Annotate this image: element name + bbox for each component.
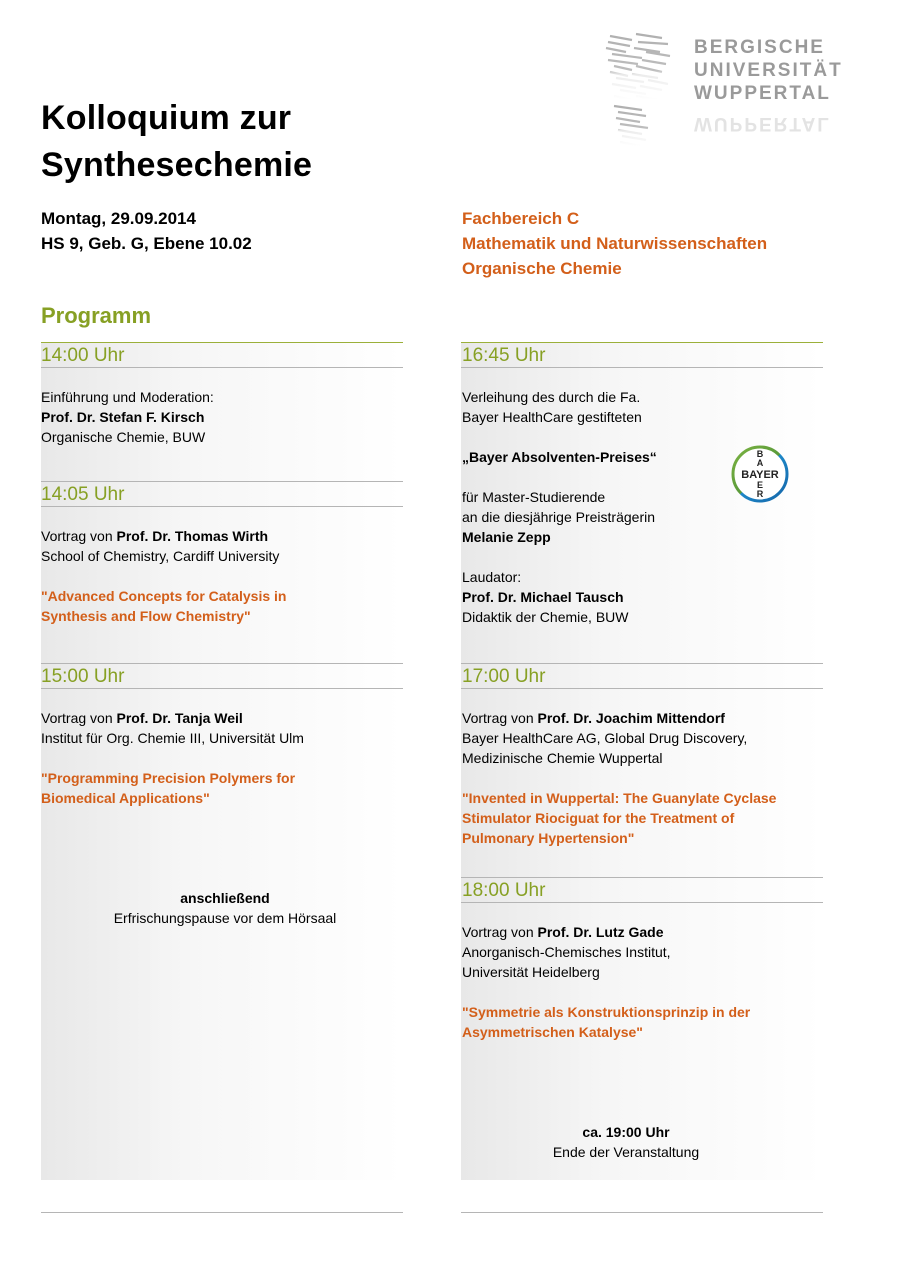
end-description: Ende der Veranstaltung <box>552 1144 700 1160</box>
speaker-line <box>41 526 401 546</box>
speaker-line <box>462 708 822 728</box>
logo-line-3: WUPPERTAL <box>694 83 831 104</box>
speaker-line <box>462 922 822 942</box>
speaker-name: Prof. Dr. Joachim Mittendorf <box>537 710 725 726</box>
award-text: Verleihung des durch die Fa. <box>462 389 641 405</box>
speaker-prefix: Vortrag von <box>41 528 117 544</box>
department-line-1: Fachbereich C <box>462 209 580 228</box>
logo-line-1: BERGISCHE <box>694 37 825 58</box>
divider <box>461 663 823 664</box>
lion-emblem-icon <box>602 30 674 155</box>
session-gade <box>462 922 822 1042</box>
bottom-divider <box>41 1212 403 1213</box>
time-slot-1800: 18:00 Uhr <box>462 880 546 901</box>
department-line-2: Mathematik und Naturwissenschaften <box>462 234 768 253</box>
session-intro <box>41 387 401 447</box>
laudator-label: Laudator: <box>462 569 522 585</box>
time-slot-1500: 15:00 Uhr <box>41 666 125 687</box>
break-label: anschließend <box>180 890 270 906</box>
award-text: Bayer HealthCare gestifteten <box>462 409 642 425</box>
award-text: für Master-Studierende <box>462 489 606 505</box>
laudator-name: Prof. Dr. Michael Tausch <box>462 589 624 605</box>
speaker-affiliation: Bayer HealthCare AG, Global Drug Discovery, <box>462 730 748 746</box>
bayer-logo <box>731 445 789 503</box>
talk-title: "Advanced Concepts for Catalysis in <box>41 588 287 604</box>
break-description: Erfrischungspause vor dem Hörsaal <box>113 910 337 926</box>
divider <box>461 342 823 343</box>
time-slot-1400: 14:00 Uhr <box>41 345 125 366</box>
session-wirth <box>41 526 401 626</box>
speaker-affiliation: Universität Heidelberg <box>462 964 600 980</box>
talk-title: Synthesis and Flow Chemistry" <box>41 608 251 624</box>
talk-title: Biomedical Applications" <box>41 790 210 806</box>
event-location: HS 9, Geb. G, Ebene 10.02 <box>41 234 252 253</box>
divider <box>41 688 403 689</box>
moderator-name: Prof. Dr. Stefan F. Kirsch <box>41 409 205 425</box>
end-note <box>426 1122 826 1162</box>
session-award <box>462 387 822 627</box>
speaker-affiliation: Anorganisch-Chemisches Institut, <box>462 944 671 960</box>
bayer-horizontal: BAYER <box>741 469 779 481</box>
moderator-affiliation: Organische Chemie, BUW <box>41 429 206 445</box>
talk-title: Stimulator Riociguat for the Treatment of <box>462 810 735 826</box>
page-title <box>41 95 312 189</box>
speaker-affiliation: Medizinische Chemie Wuppertal <box>462 750 663 766</box>
time-slot-1700: 17:00 Uhr <box>462 666 546 687</box>
speaker-prefix: Vortrag von <box>462 710 538 726</box>
end-time: ca. 19:00 Uhr <box>582 1124 670 1140</box>
svg-text:B: B <box>756 449 764 459</box>
program-heading: Programm <box>41 303 152 328</box>
title-line-2: Synthesechemie <box>41 146 313 184</box>
speaker-prefix: Vortrag von <box>41 710 117 726</box>
talk-title: "Programming Precision Polymers for <box>41 770 296 786</box>
svg-text:E: E <box>756 480 764 490</box>
speaker-line <box>41 708 401 728</box>
event-date: Montag, 29.09.2014 <box>41 209 196 228</box>
divider <box>41 367 403 368</box>
logo-reflection: WUPPERTAL <box>694 113 831 134</box>
title-line-1: Kolloquium zur <box>41 99 292 137</box>
time-slot-1645: 16:45 Uhr <box>462 345 546 366</box>
speaker-affiliation: Institut für Org. Chemie III, Universität Ulm <box>41 730 304 746</box>
divider <box>41 342 403 343</box>
time-slot-1405: 14:05 Uhr <box>41 484 125 505</box>
award-text: an die diesjährige Preisträgerin <box>462 509 655 525</box>
bayer-cross-icon <box>731 445 789 503</box>
talk-title: Pulmonary Hypertension" <box>462 830 635 846</box>
divider <box>41 481 403 482</box>
winner-name: Melanie Zepp <box>462 529 551 545</box>
event-info <box>41 206 252 256</box>
session-mittendorf <box>462 708 822 848</box>
university-logo <box>600 30 860 160</box>
svg-text:R: R <box>756 489 764 499</box>
divider <box>41 506 403 507</box>
divider <box>461 367 823 368</box>
divider <box>461 877 823 878</box>
talk-title: "Symmetrie als Konstruktionsprinzip in der <box>462 1004 751 1020</box>
divider <box>461 688 823 689</box>
speaker-name: Prof. Dr. Tanja Weil <box>116 710 243 726</box>
talk-title: Asymmetrischen Katalyse" <box>462 1024 643 1040</box>
break-note <box>25 888 425 928</box>
divider <box>461 902 823 903</box>
speaker-name: Prof. Dr. Lutz Gade <box>537 924 664 940</box>
divider <box>41 663 403 664</box>
laudator-affiliation: Didaktik der Chemie, BUW <box>462 609 629 625</box>
department-info <box>462 206 767 281</box>
speaker-name: Prof. Dr. Thomas Wirth <box>116 528 269 544</box>
session-text: Einführung und Moderation: <box>41 389 214 405</box>
department-line-3: Organische Chemie <box>462 259 622 278</box>
session-weil <box>41 708 401 808</box>
speaker-prefix: Vortrag von <box>462 924 538 940</box>
bottom-divider <box>461 1212 823 1213</box>
svg-text:A: A <box>756 458 764 468</box>
prize-name: „Bayer Absolventen-Preises“ <box>462 449 657 465</box>
speaker-affiliation: School of Chemistry, Cardiff University <box>41 548 280 564</box>
logo-line-2: UNIVERSITÄT <box>694 60 843 81</box>
talk-title: "Invented in Wuppertal: The Guanylate Cyclase <box>462 790 777 806</box>
